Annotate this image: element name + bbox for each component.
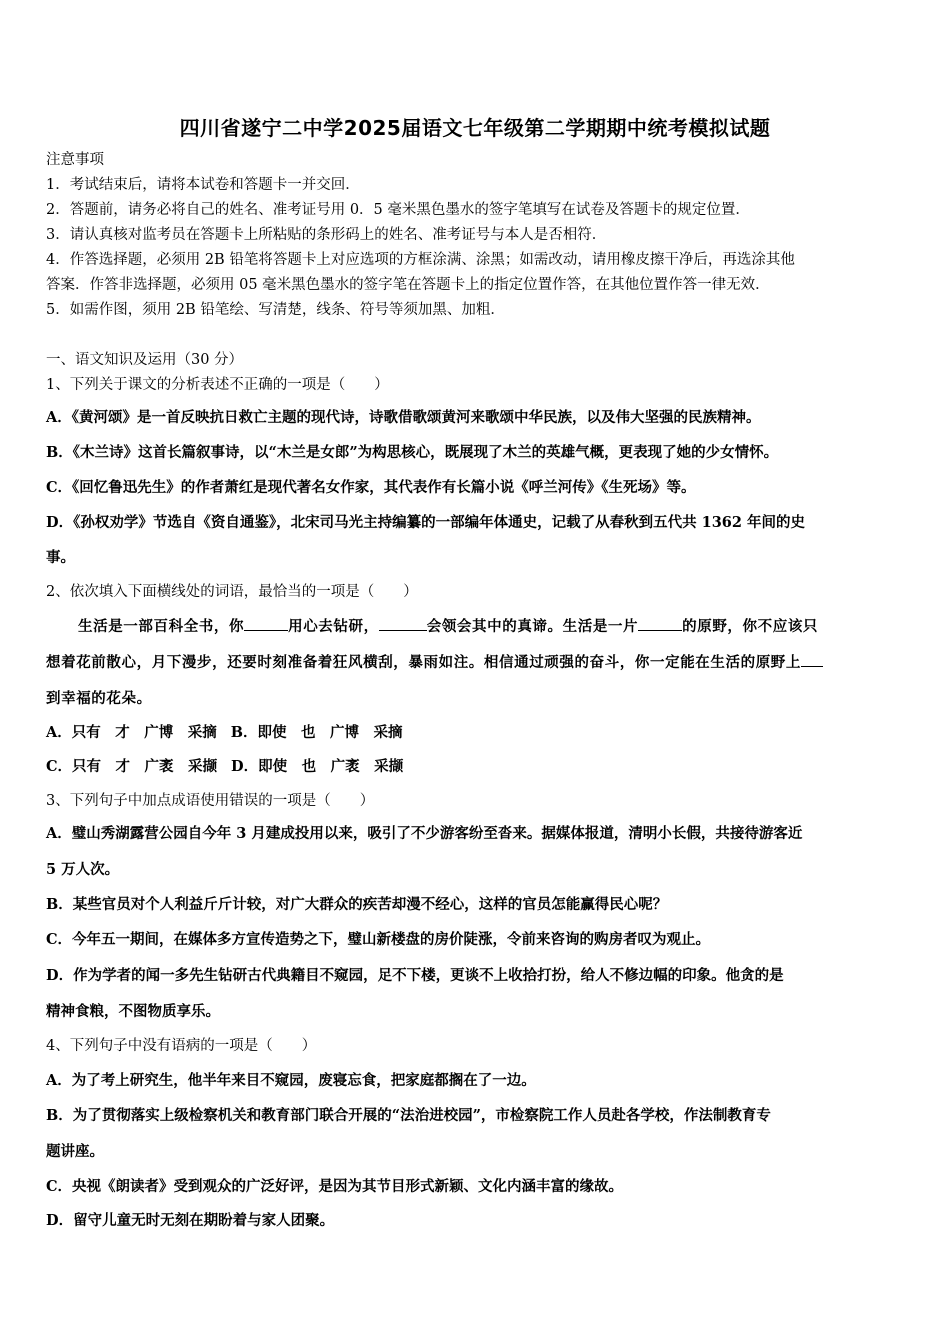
option-c: C．《回忆鲁迅先生》的作者萧红是现代著名女作家，其代表作有长篇小说《呼兰河传》《生死场》等。	[46, 479, 696, 496]
notice-item: 5．如需作图，须用 2B 铅笔绘、写清楚，线条、符号等须加黑、加粗．	[46, 302, 505, 318]
question-stem: 4、下列句子中没有语病的一项是（ ）	[46, 1038, 317, 1054]
option-row	[46, 757, 403, 777]
option-d: D．《孙权劝学》节选自《资自通鉴》，北宋司马光主持编纂的一部编年体通史，记载了从春秋到五代共 1362 年间的史	[46, 514, 806, 531]
blank-2	[379, 616, 427, 631]
option-a: A．只有 才 广博 采摘	[46, 724, 217, 741]
passage-text: 生活是一部百科全书，你	[78, 619, 245, 635]
option-a: A．《黄河颂》是一首反映抗日救亡主题的现代诗，诗歌借歌颂黄河来歌颂中华民族，以及伟大坚强的民族精神。	[46, 409, 761, 426]
option-c: C．央视《朗读者》受到观众的广泛好评，是因为其节目形式新颖、文化内涵丰富的缘故。	[46, 1178, 624, 1195]
passage-text: 想着花前散心，月下漫步，还要时刻准备着狂风横刮，暴雨如注。相信通过顽强的奋斗，你一定能在生活的原野上	[46, 655, 801, 671]
passage-line	[46, 652, 823, 673]
option-b-continued: 题讲座。	[46, 1143, 104, 1160]
passage-line	[78, 616, 818, 637]
question-stem: 1、下列关于课文的分析表述不正确的一项是（ ）	[46, 377, 389, 393]
passage-line: 到幸福的花朵。	[46, 691, 152, 707]
notice-item: 4．作答选择题，必须用 2B 铅笔将答题卡上对应选项的方框涂满、涂黑；如需改动，请用橡皮擦干净后，再选涂其他	[46, 252, 795, 268]
passage-text: 用心去钻研，	[288, 619, 379, 635]
option-d: D．即使 也 广袤 采撷	[231, 758, 404, 775]
option-a-continued: 5 万人次。	[46, 861, 120, 878]
passage-text: 会领会其中的真谛。生活是一片	[426, 619, 639, 635]
option-b: B．为了贯彻落实上级检察机关和教育部门联合开展的“法治进校园”，市检察院工作人员赴各学校，作法制教育专	[46, 1107, 771, 1124]
option-c: C．只有 才 广袤 采撷	[46, 758, 218, 775]
passage-text: 的原野，你不应该只	[682, 619, 819, 635]
blank-4	[801, 652, 823, 667]
notice-heading: 注意事项	[46, 152, 104, 168]
option-b: B．即使 也 广博 采摘	[230, 724, 403, 741]
notice-item: 2．答题前，请务必将自己的姓名、准考证号用 0．5 毫米黑色墨水的签字笔填写在试卷及答题卡的规定位置．	[46, 202, 750, 218]
option-a: A．为了考上研究生，他半年来目不窥园，废寝忘食，把家庭都搁在了一边。	[46, 1072, 536, 1089]
blank-3	[638, 616, 682, 631]
option-c: C．今年五一期间，在媒体多方宣传造势之下，璧山新楼盘的房价陡涨，令前来咨询的购房者叹为观止。	[46, 931, 711, 948]
question-stem: 2、依次填入下面横线处的词语，最恰当的一项是（ ）	[46, 584, 418, 600]
notice-item: 答案．作答非选择题，必须用 05 毫米黑色墨水的签字笔在答题卡上的指定位置作答，在其他位置作答一律无效．	[46, 277, 770, 293]
option-row	[46, 723, 403, 743]
option-b: B．《木兰诗》这首长篇叙事诗，以“木兰是女郎”为构思核心，既展现了木兰的英雄气概，更表现了她的少女情怀。	[46, 444, 779, 461]
option-d-continued: 精神食粮，不图物质享乐。	[46, 1003, 220, 1020]
option-a: A．璧山秀湖露营公园自今年 3 月建成投用以来，吸引了不少游客纷至沓来。据媒体报道，清明小长假，共接待游客近	[46, 825, 803, 842]
notice-item: 3．请认真核对监考员在答题卡上所粘贴的条形码上的姓名、准考证号与本人是否相符．	[46, 227, 607, 243]
notice-item: 1．考试结束后，请将本试卷和答题卡一并交回．	[46, 177, 360, 193]
option-d: D．作为学者的闻一多先生钻研古代典籍目不窥园，足不下楼，更谈不上收拾打扮，给人不修边幅的印象。他贪的是	[46, 967, 784, 984]
page-title: 四川省遂宁二中学2025届语文七年级第二学期期中统考模拟试题	[179, 116, 771, 140]
option-b: B．某些官员对个人利益斤斤计较，对广大群众的疾苦却漫不经心，这样的官员怎能赢得民心呢？	[46, 896, 668, 913]
question-stem: 3、下列句子中加点成语使用错误的一项是（ ）	[46, 793, 375, 809]
option-d-continued: 事。	[46, 549, 75, 566]
option-d: D．留守儿童无时无刻在期盼着与家人团聚。	[46, 1212, 335, 1229]
blank-1	[244, 616, 288, 631]
section-heading: 一、语文知识及运用（30 分）	[46, 352, 244, 368]
